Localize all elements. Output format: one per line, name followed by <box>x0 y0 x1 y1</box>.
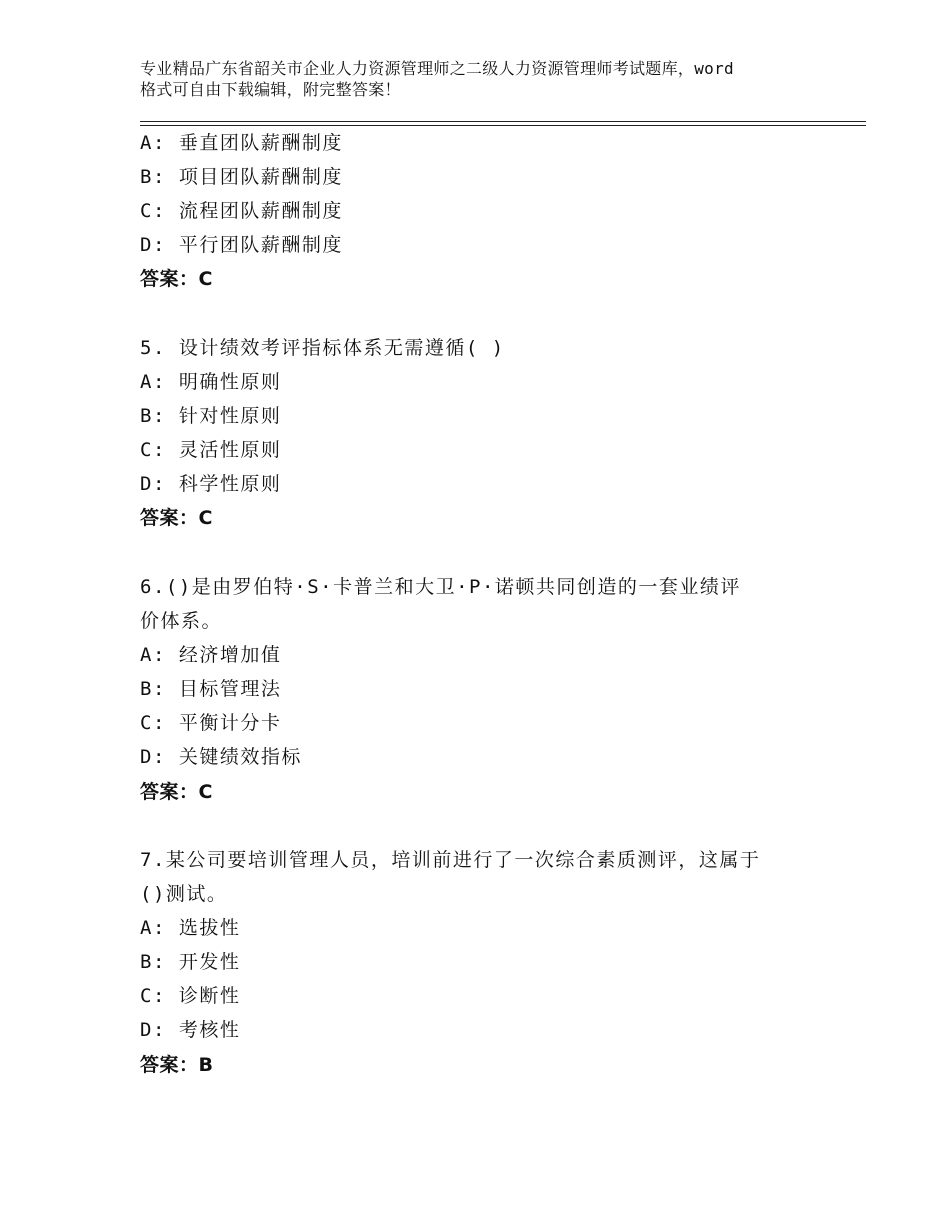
document-header <box>140 58 840 100</box>
header-line-2: 格式可自由下载编辑，附完整答案！ <box>140 80 401 99</box>
q4-answer: 答案：C <box>140 268 213 290</box>
q6-option-d: D: 关键绩效指标 <box>140 746 302 768</box>
q7-question-line-2: ()测试。 <box>140 883 228 905</box>
q6-question-line-1: 6.()是由罗伯特·S·卡普兰和大卫·P·诺顿共同创造的一套业绩评 <box>140 576 741 598</box>
q5-option-d: D: 科学性原则 <box>140 473 282 495</box>
q6-option-c: C: 平衡计分卡 <box>140 712 282 734</box>
q7-question-line-1: 7.某公司要培训管理人员，培训前进行了一次综合素质测评，这属于 <box>140 849 761 871</box>
q7-option-b: B: 开发性 <box>140 951 241 973</box>
q7-option-d: D: 考核性 <box>140 1019 241 1041</box>
q4-option-b: B: 项目团队薪酬制度 <box>140 166 343 188</box>
header-divider-bottom <box>140 125 866 126</box>
header-line-1: 专业精品广东省韶关市企业人力资源管理师之二级人力资源管理师考试题库，word <box>140 59 734 78</box>
q4-option-c: C: 流程团队薪酬制度 <box>140 200 343 222</box>
q4-option-d: D: 平行团队薪酬制度 <box>140 234 343 256</box>
q6-answer: 答案：C <box>140 781 213 803</box>
q7-option-c: C: 诊断性 <box>140 985 241 1007</box>
q5-option-a: A: 明确性原则 <box>140 371 282 393</box>
q6-question-line-2: 价体系。 <box>140 610 223 632</box>
q5-question: 5. 设计绩效考评指标体系无需遵循( ) <box>140 337 505 359</box>
q7-answer: 答案：B <box>140 1054 214 1076</box>
q6-option-a: A: 经济增加值 <box>140 644 282 666</box>
q5-option-b: B: 针对性原则 <box>140 405 282 427</box>
q7-option-a: A: 选拔性 <box>140 917 241 939</box>
q5-option-c: C: 灵活性原则 <box>140 439 282 461</box>
q6-option-b: B: 目标管理法 <box>140 678 282 700</box>
header-divider-top <box>140 121 866 122</box>
q5-answer: 答案：C <box>140 507 213 529</box>
q4-option-a: A: 垂直团队薪酬制度 <box>140 132 343 154</box>
